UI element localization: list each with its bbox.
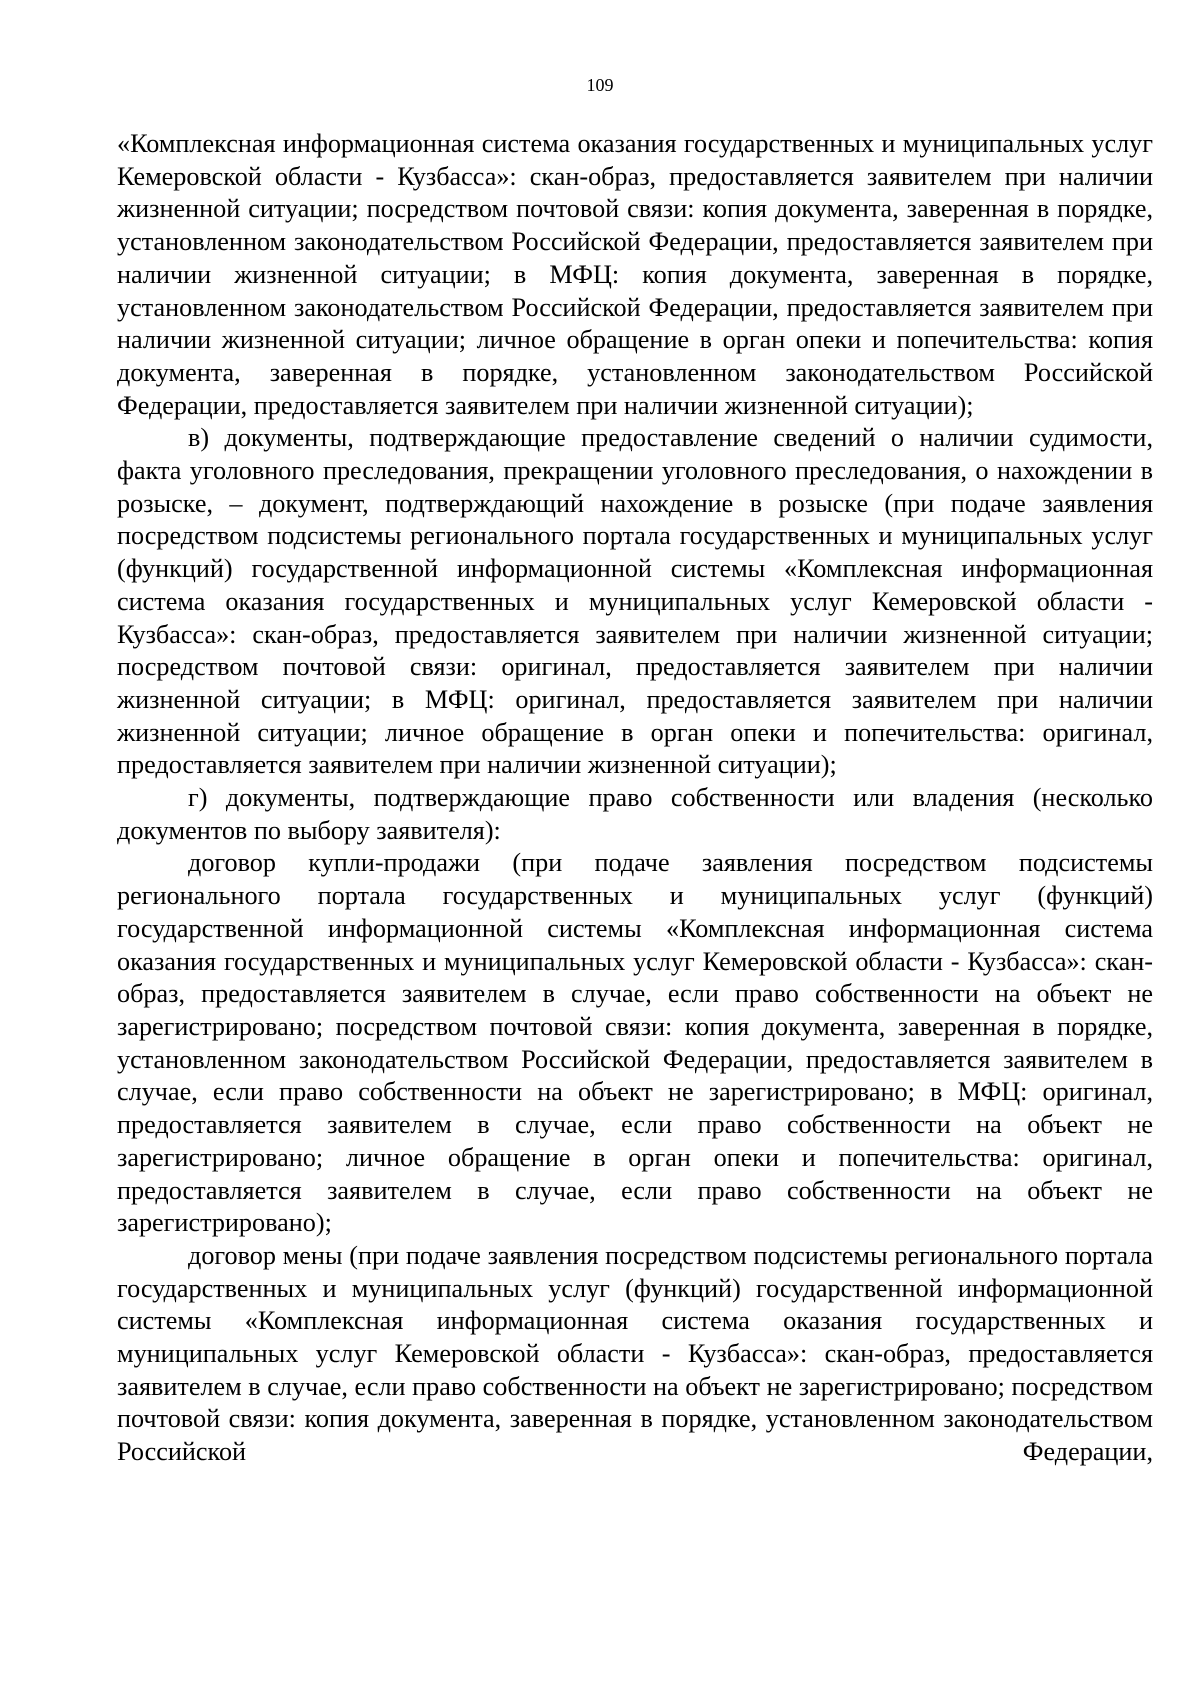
paragraph-purchase-contract: договор купли-продажи (при подаче заявления посредством подсистемы регионального портала государственных и муниципальных услуг (функций) государственной информационной системы «Комплексная информационная система оказания государственных и муниципальных услуг Кемеровской области - Кузбасса»: скан-образ, предоставляется заявителем в случае, если право собственности на объект не зарегистрировано; посредством почтовой связи: копия документа, заверенная в порядке, установленном законодательством Российской Федерации, предоставляется заявителем в случае, если право собственности на объект не зарегистрировано; в МФЦ: оригинал, предоставляется заявителем в случае, если право собственности на объект не зарегистрировано; личное обращение в орган опеки и попечительства: оригинал, предоставляется заявителем в случае, если право собственности на объект не зарегистрировано); [117,848,1153,1238]
document-body [117,128,1153,1469]
paragraph-exchange-contract: договор мены (при подаче заявления посредством подсистемы регионального портала государственных и муниципальных услуг (функций) государственной информационной системы «Комплексная информационная система оказания государственных и муниципальных услуг Кемеровской области - Кузбасса»: скан-образ, предоставляется заявителем в случае, если право собственности на объект не зарегистрировано; посредством почтовой связи: копия документа, заверенная в порядке, установленном законодательством Российской Федерации, [117,1240,1153,1467]
paragraph-continuation: «Комплексная информационная система оказания государственных и муниципальных услуг Кемеровской области - Кузбасса»: скан-образ, предоставляется заявителем при наличии жизненной ситуации; посредством почтовой связи: копия документа, заверенная в порядке, установленном законодательством Российской Федерации, предоставляется заявителем при наличии жизненной ситуации; в МФЦ: копия документа, заверенная в порядке, установленном законодательством Российской Федерации, предоставляется заявителем при наличии жизненной ситуации; личное обращение в орган опеки и попечительства: копия документа, заверенная в порядке, установленном законодательством Российской Федерации, предоставляется заявителем при наличии жизненной ситуации); [117,129,1153,420]
page-number: 109 [586,75,614,95]
paragraph-item-g: г) документы, подтверждающие право собственности или владения (несколько документов по выбору заявителя): [117,783,1153,845]
paragraph-item-v: в) документы, подтверждающие предоставление сведений о наличии судимости, факта уголовного преследования, прекращении уголовного преследования, о нахождении в розыске, – документ, подтверждающий нахождение в розыске (при подаче заявления посредством подсистемы регионального портала государственных и муниципальных услуг (функций) государственной информационной системы «Комплексная информационная система оказания государственных и муниципальных услуг Кемеровской области - Кузбасса»: скан-образ, предоставляется заявителем при наличии жизненной ситуации; посредством почтовой связи: оригинал, предоставляется заявителем при наличии жизненной ситуации; в МФЦ: оригинал, предоставляется заявителем при наличии жизненной ситуации; личное обращение в орган опеки и попечительства: оригинал, предоставляется заявителем при наличии жизненной ситуации); [117,423,1153,780]
